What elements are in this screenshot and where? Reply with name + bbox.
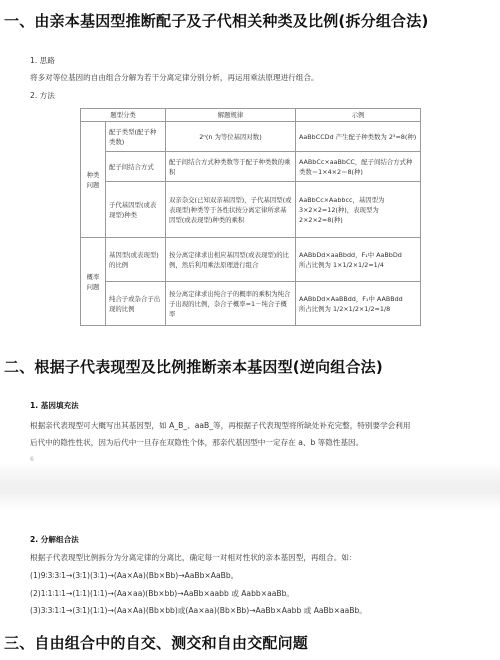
gene-fill-line-2: 后代中的隐性性状，因为后代中一旦存在双隐性个体，那亲代基因型中一定存在 a、b 等隐性基因。	[30, 438, 364, 447]
group-probability-label: 概率 问题	[81, 238, 106, 326]
section1-title: 一、由亲本基因型推断配子及子代相关种类及比例(拆分组合法)	[4, 12, 429, 30]
example-line: 所占比例为 1/2×1/2×1/2=1/8	[299, 304, 391, 313]
example-line: 所占比例为 1×1/2×1/2=1/4	[299, 260, 384, 269]
sub-heading-idea: 1. 思路	[30, 56, 55, 65]
row-example: AABbCc×aaBbCC，配子间结合方式种类数＝1×4×2＝8(种)	[296, 152, 421, 182]
table-row	[81, 238, 421, 282]
group-kind-label: 种类 问题	[81, 122, 106, 238]
table-row	[81, 152, 421, 182]
example-line: AABbDd×AaBBdd，F₁中 AABBdd	[299, 294, 403, 303]
header-rule: 解题规律	[166, 109, 296, 122]
decompose-paragraph: 根据子代表现型比例拆分为分离定律的分离比，确定每一对相对性状的亲本基因型，再组合。如：	[30, 553, 357, 562]
decompose-item: (2)1∶1∶1∶1→(1∶1)(1∶1)→(Aa×aa)(Bb×bb)→AaBb×aabb 或 Aabb×aaBb。	[30, 589, 295, 598]
sub-heading-method: 2. 方法	[30, 91, 55, 100]
table-header-row	[81, 109, 421, 122]
table-row	[81, 282, 421, 326]
row-example	[296, 238, 421, 282]
sub-heading-decompose: 2. 分解组合法	[30, 535, 79, 544]
row-type: 纯合子或杂合子出现的比例	[106, 282, 166, 326]
row-rule: 双亲杂交(已知双亲基因型)，子代基因型(或表现型)种类等于各性状按分离定律所求基因型(或表现型)种类的乘积	[166, 182, 296, 238]
table-row	[81, 122, 421, 152]
row-type: 配子间结合方式	[106, 152, 166, 182]
gene-fill-line-1: 根据亲代表现型可大概写出其基因型，如 A_B_、aaB_等，再根据子代表现型将所缺处补充完整，特别要学会利用	[30, 421, 411, 430]
section2-title: 二、根据子代表现型及比例推断亲本基因型(逆向组合法)	[4, 358, 383, 376]
page-break	[0, 462, 500, 510]
header-type: 题型分类	[81, 109, 166, 122]
row-rule: 2ⁿ(n 为等位基因对数)	[166, 122, 296, 152]
row-rule: 按分离定律求出纯合子的概率的乘积为纯合子出现的比例，杂合子概率=1－纯合子概率	[166, 282, 296, 326]
example-line: AABbDd×aaBbdd，F₁中 AaBbDd	[299, 250, 402, 259]
page-number: 6	[30, 456, 34, 463]
table-row	[81, 182, 421, 238]
row-type: 基因型(或表现型)的比例	[106, 238, 166, 282]
section3-title: 三、自由组合中的自交、测交和自由交配问题	[4, 634, 309, 652]
row-example: AaBbCc×Aabbcc，基因型为 3×2×2=12(种)，表现型为 2×2×2=8(种)	[296, 182, 421, 238]
row-type: 子代基因型(或表现型)种类	[106, 182, 166, 238]
row-type: 配子类型(配子种类数)	[106, 122, 166, 152]
row-example: AaBbCCDd 产生配子种类数为 2³=8(种)	[296, 122, 421, 152]
decompose-item: (1)9∶3∶3∶1→(3∶1)(3∶1)→(Aa×Aa)(Bb×Bb)→AaBb×AaBb。	[30, 571, 239, 580]
header-example: 示例	[296, 109, 421, 122]
method-table	[80, 108, 421, 326]
sub-heading-gene-fill: 1. 基因填充法	[30, 401, 79, 410]
row-rule: 配子间结合方式种类数等于配子种类数的乘积	[166, 152, 296, 182]
row-rule: 按分离定律求出相应基因型(或表现型)的比例，然后利用乘法原理进行组合	[166, 238, 296, 282]
idea-paragraph: 将多对等位基因的自由组合分解为若干分离定律分别分析，再运用乘法原理进行组合。	[30, 73, 319, 82]
decompose-item: (3)3∶3∶1∶1→(3∶1)(1∶1)→(Aa×Aa)(Bb×bb)或(Aa×aa)(Bb×Bb)→AaBb×Aabb 或 AaBb×aaBb。	[30, 606, 367, 615]
row-example	[296, 282, 421, 326]
